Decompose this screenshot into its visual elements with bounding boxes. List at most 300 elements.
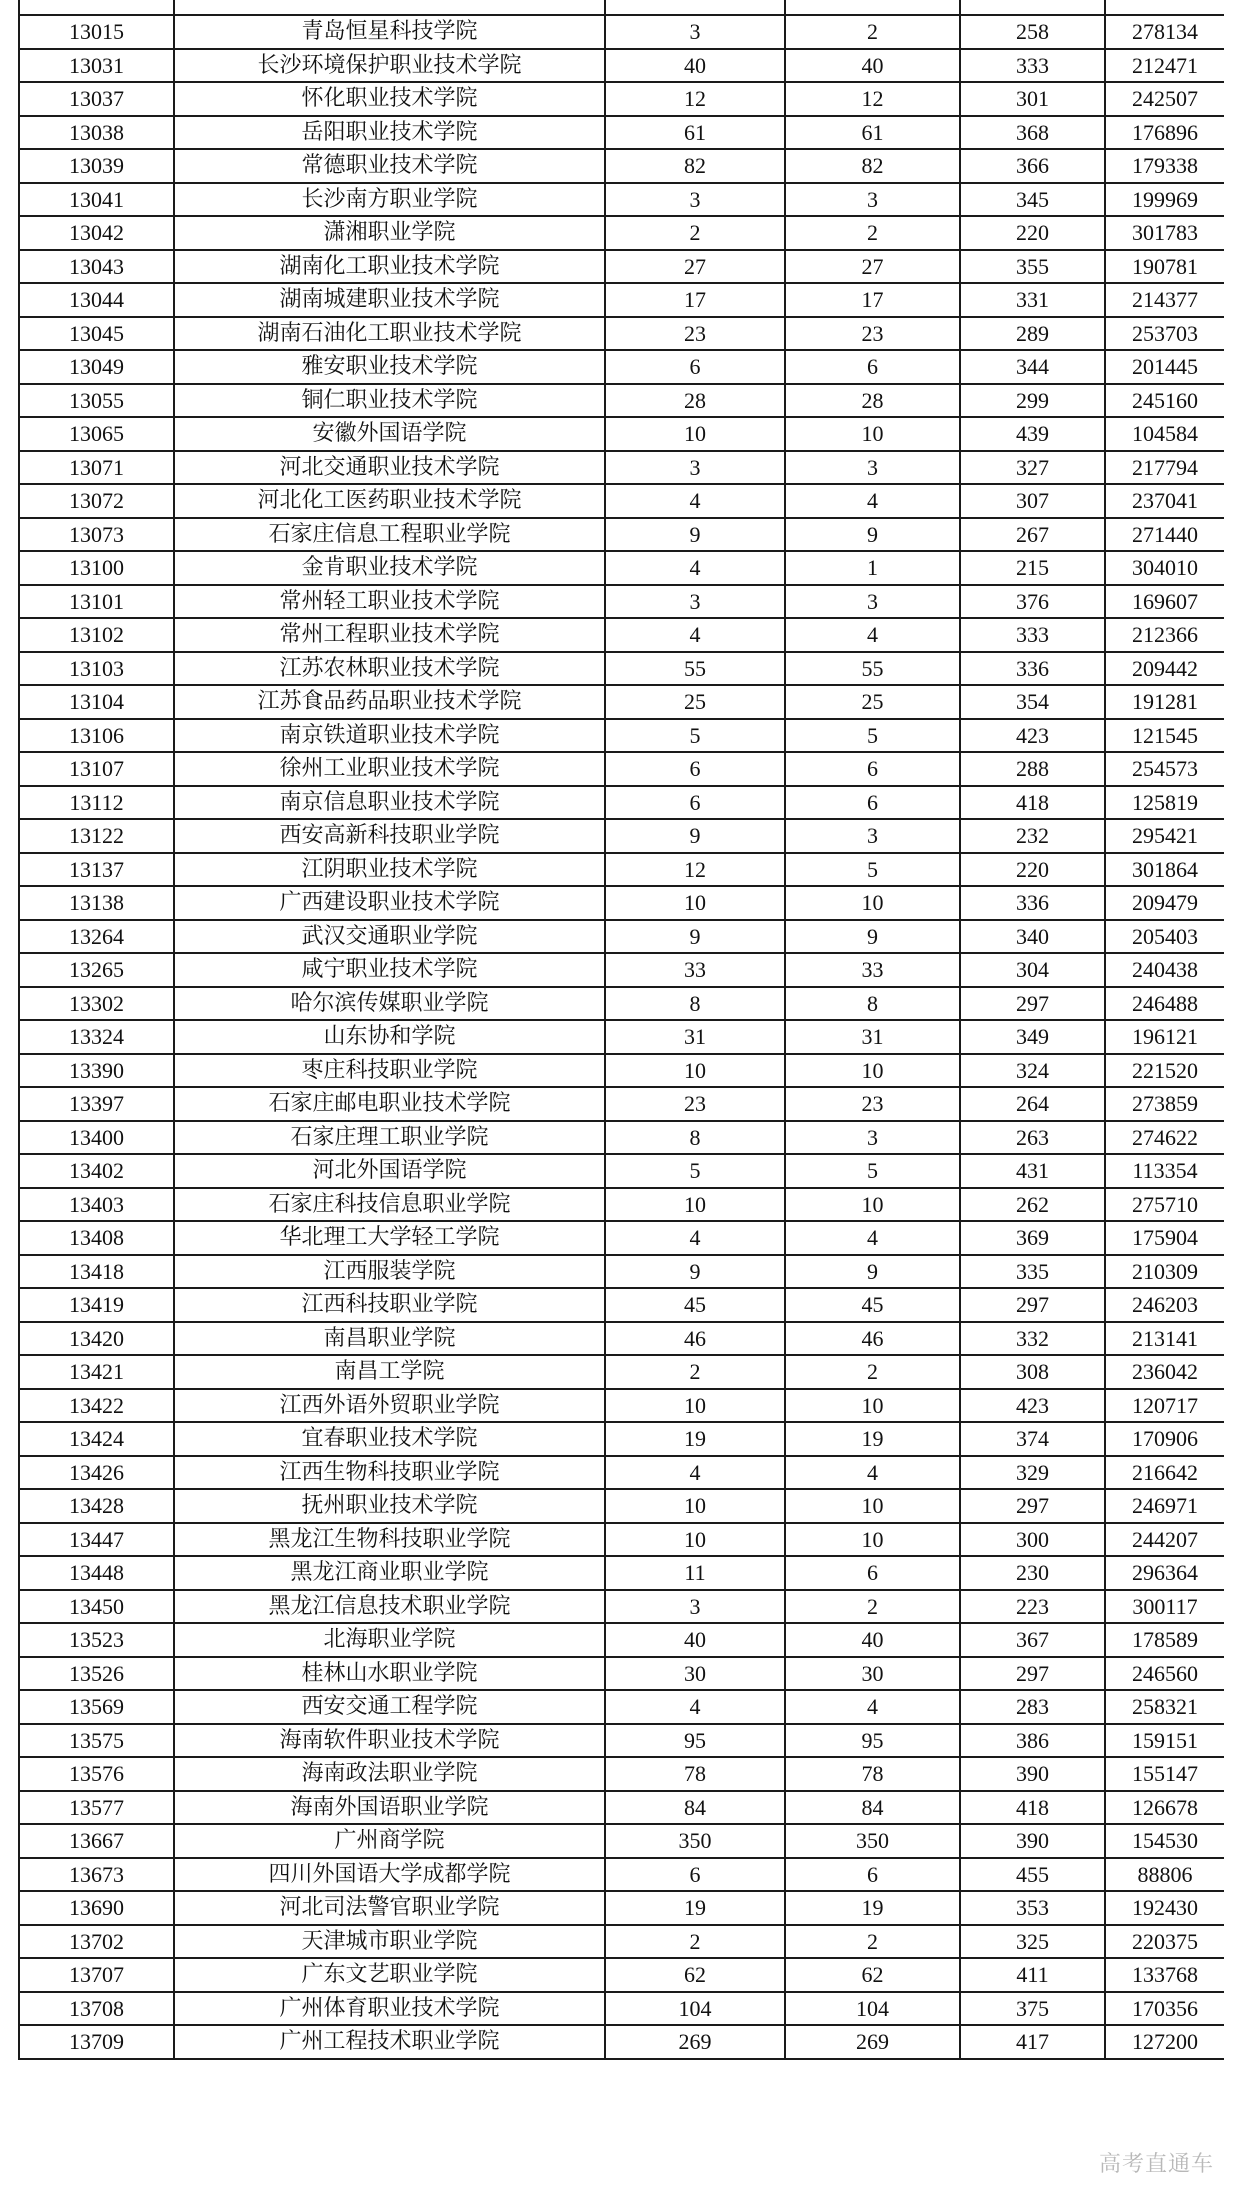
min-rank-cell: 246971 bbox=[1105, 1489, 1224, 1523]
enrolled-count-cell: 2 bbox=[785, 1355, 960, 1389]
enrolled-count-cell: 4 bbox=[785, 1221, 960, 1255]
plan-count-cell: 30 bbox=[605, 1657, 785, 1691]
plan-count-cell: 9 bbox=[605, 920, 785, 954]
enrolled-count-cell: 78 bbox=[785, 1757, 960, 1791]
table-row bbox=[19, 49, 1224, 83]
school-name-cell: 广州体育职业技术学院 bbox=[174, 1992, 605, 2026]
school-code-cell: 13264 bbox=[19, 920, 174, 954]
min-rank-cell: 253703 bbox=[1105, 317, 1224, 351]
school-code-cell: 13397 bbox=[19, 1087, 174, 1121]
plan-count-cell: 4 bbox=[605, 1456, 785, 1490]
enrolled-count-cell: 104 bbox=[785, 1992, 960, 2026]
school-code-cell: 13707 bbox=[19, 1958, 174, 1992]
plan-count-cell: 10 bbox=[605, 1523, 785, 1557]
plan-count-cell: 12 bbox=[605, 853, 785, 887]
school-name-cell: 西安交通工程学院 bbox=[174, 1690, 605, 1724]
min-score-cell: 301 bbox=[960, 82, 1105, 116]
enrolled-count-cell: 2 bbox=[785, 1590, 960, 1624]
school-name-cell: 河北化工医药职业技术学院 bbox=[174, 484, 605, 518]
school-name-cell: 枣庄科技职业学院 bbox=[174, 1054, 605, 1088]
plan-count-cell: 10 bbox=[605, 886, 785, 920]
min-score-cell: 300 bbox=[960, 1523, 1105, 1557]
school-name-cell: 山东协和学院 bbox=[174, 1020, 605, 1054]
table-row bbox=[19, 719, 1224, 753]
school-code-cell: 13690 bbox=[19, 1891, 174, 1925]
min-score-cell: 331 bbox=[960, 283, 1105, 317]
enrolled-count-cell: 27 bbox=[785, 250, 960, 284]
plan-count-cell: 95 bbox=[605, 1724, 785, 1758]
school-code-cell: 13101 bbox=[19, 585, 174, 619]
school-name-cell: 常州工程职业技术学院 bbox=[174, 618, 605, 652]
table-row bbox=[19, 1657, 1224, 1691]
min-rank-cell: 190781 bbox=[1105, 250, 1224, 284]
enrolled-count-cell: 10 bbox=[785, 1489, 960, 1523]
school-name-cell: 常州轻工职业技术学院 bbox=[174, 585, 605, 619]
table-row bbox=[19, 1556, 1224, 1590]
table-row bbox=[19, 987, 1224, 1021]
plan-count-cell: 9 bbox=[605, 819, 785, 853]
table-row bbox=[19, 1322, 1224, 1356]
min-rank-cell: 245160 bbox=[1105, 384, 1224, 418]
school-code-cell: 13403 bbox=[19, 1188, 174, 1222]
table-row bbox=[19, 283, 1224, 317]
table-row bbox=[19, 484, 1224, 518]
table-row bbox=[19, 1288, 1224, 1322]
plan-count-cell: 19 bbox=[605, 1891, 785, 1925]
min-rank-cell: 196121 bbox=[1105, 1020, 1224, 1054]
plan-count-cell: 3 bbox=[605, 585, 785, 619]
plan-count-cell: 46 bbox=[605, 1322, 785, 1356]
enrolled-count-cell: 10 bbox=[785, 1188, 960, 1222]
school-name-cell: 哈尔滨传媒职业学院 bbox=[174, 987, 605, 1021]
min-score-cell: 324 bbox=[960, 1054, 1105, 1088]
min-rank-cell: 210309 bbox=[1105, 1255, 1224, 1289]
enrolled-count-cell: 6 bbox=[785, 752, 960, 786]
enrolled-count-cell: 95 bbox=[785, 1724, 960, 1758]
school-name-cell: 江西科技职业学院 bbox=[174, 1288, 605, 1322]
school-code-cell: 13426 bbox=[19, 1456, 174, 1490]
plan-count-cell: 61 bbox=[605, 116, 785, 150]
school-code-cell: 13575 bbox=[19, 1724, 174, 1758]
plan-count-cell: 5 bbox=[605, 719, 785, 753]
min-score-cell: 327 bbox=[960, 451, 1105, 485]
school-name-cell: 河北司法警官职业学院 bbox=[174, 1891, 605, 1925]
min-rank-cell: 214377 bbox=[1105, 283, 1224, 317]
school-name-cell: 长沙环境保护职业技术学院 bbox=[174, 49, 605, 83]
plan-count-cell: 12 bbox=[605, 82, 785, 116]
min-score-cell: 307 bbox=[960, 484, 1105, 518]
school-code-cell: 13419 bbox=[19, 1288, 174, 1322]
plan-count-cell: 84 bbox=[605, 1791, 785, 1825]
min-rank-cell: 275710 bbox=[1105, 1188, 1224, 1222]
plan-count-cell: 23 bbox=[605, 317, 785, 351]
school-code-cell: 13122 bbox=[19, 819, 174, 853]
min-rank-cell: 126678 bbox=[1105, 1791, 1224, 1825]
school-name-cell: 湖南化工职业技术学院 bbox=[174, 250, 605, 284]
min-score-cell: 439 bbox=[960, 417, 1105, 451]
enrolled-count-cell: 82 bbox=[785, 149, 960, 183]
enrolled-count-cell: 3 bbox=[785, 183, 960, 217]
min-score-cell: 418 bbox=[960, 1791, 1105, 1825]
plan-count-cell: 269 bbox=[605, 2025, 785, 2059]
min-rank-cell: 242507 bbox=[1105, 82, 1224, 116]
table-row bbox=[19, 2025, 1224, 2059]
school-code-cell: 13073 bbox=[19, 518, 174, 552]
enrolled-count-cell: 10 bbox=[785, 1054, 960, 1088]
enrolled-count-cell: 12 bbox=[785, 82, 960, 116]
enrolled-count-cell: 3 bbox=[785, 451, 960, 485]
min-score-cell: 423 bbox=[960, 719, 1105, 753]
min-score-cell: 333 bbox=[960, 49, 1105, 83]
school-name-cell: 黑龙江商业职业学院 bbox=[174, 1556, 605, 1590]
plan-count-cell: 8 bbox=[605, 987, 785, 1021]
min-score-cell: 390 bbox=[960, 1757, 1105, 1791]
min-rank-cell: 175904 bbox=[1105, 1221, 1224, 1255]
school-code-cell: 13107 bbox=[19, 752, 174, 786]
school-code-cell: 13015 bbox=[19, 15, 174, 49]
table-row bbox=[19, 1858, 1224, 1892]
min-rank-cell: 199969 bbox=[1105, 183, 1224, 217]
min-score-cell: 335 bbox=[960, 1255, 1105, 1289]
plan-count-cell: 9 bbox=[605, 1255, 785, 1289]
min-rank-cell: 127200 bbox=[1105, 2025, 1224, 2059]
school-code-cell: 13400 bbox=[19, 1121, 174, 1155]
table-row bbox=[19, 1690, 1224, 1724]
plan-count-cell: 25 bbox=[605, 685, 785, 719]
school-name-cell: 江苏农林职业技术学院 bbox=[174, 652, 605, 686]
min-score-cell: 325 bbox=[960, 1925, 1105, 1959]
table-row bbox=[19, 1791, 1224, 1825]
min-rank-cell: 246488 bbox=[1105, 987, 1224, 1021]
min-score-cell: 455 bbox=[960, 1858, 1105, 1892]
min-rank-cell: 301783 bbox=[1105, 216, 1224, 250]
school-code-cell: 13041 bbox=[19, 183, 174, 217]
min-score-cell: 368 bbox=[960, 116, 1105, 150]
enrolled-count-cell: 40 bbox=[785, 49, 960, 83]
min-score-cell: 336 bbox=[960, 652, 1105, 686]
school-name-cell: 青岛恒星科技学院 bbox=[174, 15, 605, 49]
table-row bbox=[19, 1389, 1224, 1423]
min-rank-cell: 271440 bbox=[1105, 518, 1224, 552]
plan-count-cell: 40 bbox=[605, 49, 785, 83]
enrolled-count-cell: 9 bbox=[785, 1255, 960, 1289]
plan-count-cell: 10 bbox=[605, 417, 785, 451]
table-row bbox=[19, 551, 1224, 585]
enrolled-count-cell: 4 bbox=[785, 618, 960, 652]
table-row bbox=[19, 149, 1224, 183]
watermark-text: 高考直通车 bbox=[1098, 2152, 1214, 2177]
plan-count-cell: 45 bbox=[605, 1288, 785, 1322]
school-code-cell: 13420 bbox=[19, 1322, 174, 1356]
min-score-cell: 423 bbox=[960, 1389, 1105, 1423]
table-row bbox=[19, 82, 1224, 116]
min-rank-cell: 125819 bbox=[1105, 786, 1224, 820]
enrolled-count-cell: 3 bbox=[785, 585, 960, 619]
min-score-cell: 344 bbox=[960, 350, 1105, 384]
min-score-cell: 353 bbox=[960, 1891, 1105, 1925]
school-name-cell: 北海职业学院 bbox=[174, 1623, 605, 1657]
school-name-cell: 徐州工业职业技术学院 bbox=[174, 752, 605, 786]
school-name-cell: 金肯职业技术学院 bbox=[174, 551, 605, 585]
school-code-cell: 13422 bbox=[19, 1389, 174, 1423]
plan-count-cell: 104 bbox=[605, 1992, 785, 2026]
school-code-cell: 13709 bbox=[19, 2025, 174, 2059]
min-score-cell: 329 bbox=[960, 1456, 1105, 1490]
plan-count-cell: 6 bbox=[605, 350, 785, 384]
school-name-cell: 江西服装学院 bbox=[174, 1255, 605, 1289]
plan-count-cell: 62 bbox=[605, 1958, 785, 1992]
school-name-cell: 河北交通职业技术学院 bbox=[174, 451, 605, 485]
school-code-cell: 13031 bbox=[19, 49, 174, 83]
school-name-cell: 黑龙江生物科技职业学院 bbox=[174, 1523, 605, 1557]
enrolled-count-cell: 55 bbox=[785, 652, 960, 686]
min-rank-cell: 120717 bbox=[1105, 1389, 1224, 1423]
plan-count-cell: 27 bbox=[605, 250, 785, 284]
enrolled-count-cell: 31 bbox=[785, 1020, 960, 1054]
plan-count-cell: 3 bbox=[605, 15, 785, 49]
table-row bbox=[19, 819, 1224, 853]
min-rank-cell: 104584 bbox=[1105, 417, 1224, 451]
min-score-cell: 386 bbox=[960, 1724, 1105, 1758]
school-code-cell: 13708 bbox=[19, 1992, 174, 2026]
school-name-cell: 南昌职业学院 bbox=[174, 1322, 605, 1356]
school-name-cell: 江阴职业技术学院 bbox=[174, 853, 605, 887]
min-score-cell: 232 bbox=[960, 819, 1105, 853]
min-rank-cell: 113354 bbox=[1105, 1154, 1224, 1188]
school-code-cell: 13302 bbox=[19, 987, 174, 1021]
plan-count-cell: 11 bbox=[605, 1556, 785, 1590]
school-code-cell: 13042 bbox=[19, 216, 174, 250]
min-score-cell: 374 bbox=[960, 1422, 1105, 1456]
min-rank-cell: 217794 bbox=[1105, 451, 1224, 485]
min-score-cell: 308 bbox=[960, 1355, 1105, 1389]
plan-count-cell: 3 bbox=[605, 1590, 785, 1624]
table-row bbox=[19, 1623, 1224, 1657]
table-row bbox=[19, 1523, 1224, 1557]
school-name-cell: 西安高新科技职业学院 bbox=[174, 819, 605, 853]
school-code-cell: 13447 bbox=[19, 1523, 174, 1557]
school-name-cell: 安徽外国语学院 bbox=[174, 417, 605, 451]
plan-count-cell: 2 bbox=[605, 216, 785, 250]
school-name-cell: 广东文艺职业学院 bbox=[174, 1958, 605, 1992]
enrolled-count-cell: 46 bbox=[785, 1322, 960, 1356]
min-rank-cell: 296364 bbox=[1105, 1556, 1224, 1590]
enrolled-count-cell: 25 bbox=[785, 685, 960, 719]
min-rank-cell: 88806 bbox=[1105, 1858, 1224, 1892]
min-rank-cell: 169607 bbox=[1105, 585, 1224, 619]
school-code-cell: 13071 bbox=[19, 451, 174, 485]
min-rank-cell: 246203 bbox=[1105, 1288, 1224, 1322]
table-row bbox=[19, 1121, 1224, 1155]
table-row bbox=[19, 786, 1224, 820]
plan-count-cell: 3 bbox=[605, 183, 785, 217]
min-rank-cell: 278134 bbox=[1105, 15, 1224, 49]
school-code-cell: 13418 bbox=[19, 1255, 174, 1289]
min-score-cell: 333 bbox=[960, 618, 1105, 652]
table-row bbox=[19, 1422, 1224, 1456]
min-score-cell: 354 bbox=[960, 685, 1105, 719]
plan-count-cell: 6 bbox=[605, 786, 785, 820]
min-rank-cell: 176896 bbox=[1105, 116, 1224, 150]
school-code-cell: 13577 bbox=[19, 1791, 174, 1825]
plan-count-cell: 4 bbox=[605, 1221, 785, 1255]
min-score-cell: 223 bbox=[960, 1590, 1105, 1624]
school-code-cell: 13104 bbox=[19, 685, 174, 719]
min-score-cell: 367 bbox=[960, 1623, 1105, 1657]
enrolled-count-cell: 28 bbox=[785, 384, 960, 418]
school-name-cell: 广西建设职业技术学院 bbox=[174, 886, 605, 920]
table-row bbox=[19, 518, 1224, 552]
plan-count-cell: 3 bbox=[605, 451, 785, 485]
table-row bbox=[19, 1489, 1224, 1523]
school-code-cell: 13390 bbox=[19, 1054, 174, 1088]
school-name-cell: 石家庄理工职业学院 bbox=[174, 1121, 605, 1155]
table-row bbox=[19, 417, 1224, 451]
enrolled-count-cell: 10 bbox=[785, 1389, 960, 1423]
school-code-cell: 13045 bbox=[19, 317, 174, 351]
school-code-cell: 13038 bbox=[19, 116, 174, 150]
enrolled-count-cell: 10 bbox=[785, 1523, 960, 1557]
plan-count-cell: 10 bbox=[605, 1489, 785, 1523]
min-score-cell: 418 bbox=[960, 786, 1105, 820]
enrolled-count-cell: 6 bbox=[785, 1556, 960, 1590]
min-rank-cell: 178589 bbox=[1105, 1623, 1224, 1657]
school-code-cell: 13428 bbox=[19, 1489, 174, 1523]
table-row bbox=[19, 1221, 1224, 1255]
min-rank-cell: 236042 bbox=[1105, 1355, 1224, 1389]
admissions-table bbox=[18, 0, 1224, 2060]
plan-count-cell: 17 bbox=[605, 283, 785, 317]
school-name-cell: 华北理工大学轻工学院 bbox=[174, 1221, 605, 1255]
school-name-cell: 广州工程技术职业学院 bbox=[174, 2025, 605, 2059]
plan-count-cell: 9 bbox=[605, 518, 785, 552]
school-name-cell: 江西外语外贸职业学院 bbox=[174, 1389, 605, 1423]
table-row-cut-top bbox=[19, 0, 1224, 15]
plan-count-cell: 4 bbox=[605, 618, 785, 652]
min-rank-cell: 154530 bbox=[1105, 1824, 1224, 1858]
enrolled-count-cell: 269 bbox=[785, 2025, 960, 2059]
table-row bbox=[19, 585, 1224, 619]
school-name-cell: 咸宁职业技术学院 bbox=[174, 953, 605, 987]
school-code-cell: 13072 bbox=[19, 484, 174, 518]
school-name-cell: 岳阳职业技术学院 bbox=[174, 116, 605, 150]
school-code-cell: 13055 bbox=[19, 384, 174, 418]
min-score-cell: 297 bbox=[960, 1489, 1105, 1523]
enrolled-count-cell: 45 bbox=[785, 1288, 960, 1322]
enrolled-count-cell: 4 bbox=[785, 484, 960, 518]
table-row bbox=[19, 1087, 1224, 1121]
min-rank-cell: 273859 bbox=[1105, 1087, 1224, 1121]
min-score-cell: 369 bbox=[960, 1221, 1105, 1255]
table-row bbox=[19, 1824, 1224, 1858]
school-code-cell: 13043 bbox=[19, 250, 174, 284]
school-code-cell: 13106 bbox=[19, 719, 174, 753]
table-row bbox=[19, 1992, 1224, 2026]
school-name-cell: 南昌工学院 bbox=[174, 1355, 605, 1389]
enrolled-count-cell: 62 bbox=[785, 1958, 960, 1992]
school-code-cell: 13450 bbox=[19, 1590, 174, 1624]
min-score-cell: 267 bbox=[960, 518, 1105, 552]
school-name-cell: 宜春职业技术学院 bbox=[174, 1422, 605, 1456]
school-name-cell: 武汉交通职业学院 bbox=[174, 920, 605, 954]
table-row bbox=[19, 183, 1224, 217]
min-rank-cell: 246560 bbox=[1105, 1657, 1224, 1691]
school-code-cell: 13448 bbox=[19, 1556, 174, 1590]
school-name-cell: 四川外国语大学成都学院 bbox=[174, 1858, 605, 1892]
school-name-cell: 广州商学院 bbox=[174, 1824, 605, 1858]
table-row bbox=[19, 685, 1224, 719]
min-rank-cell: 244207 bbox=[1105, 1523, 1224, 1557]
table-row bbox=[19, 652, 1224, 686]
school-name-cell: 湖南石油化工职业技术学院 bbox=[174, 317, 605, 351]
min-rank-cell: 201445 bbox=[1105, 350, 1224, 384]
min-score-cell: 258 bbox=[960, 15, 1105, 49]
enrolled-count-cell: 17 bbox=[785, 283, 960, 317]
enrolled-count-cell: 5 bbox=[785, 719, 960, 753]
enrolled-count-cell: 19 bbox=[785, 1422, 960, 1456]
enrolled-count-cell: 10 bbox=[785, 886, 960, 920]
min-rank-cell: 192430 bbox=[1105, 1891, 1224, 1925]
enrolled-count-cell: 19 bbox=[785, 1891, 960, 1925]
plan-count-cell: 10 bbox=[605, 1054, 785, 1088]
school-code-cell: 13576 bbox=[19, 1757, 174, 1791]
table-row bbox=[19, 618, 1224, 652]
min-score-cell: 288 bbox=[960, 752, 1105, 786]
plan-count-cell: 19 bbox=[605, 1422, 785, 1456]
score-table-sheet bbox=[18, 0, 1224, 2208]
school-name-cell: 海南外国语职业学院 bbox=[174, 1791, 605, 1825]
plan-count-cell: 6 bbox=[605, 752, 785, 786]
min-score-cell: 263 bbox=[960, 1121, 1105, 1155]
min-score-cell: 220 bbox=[960, 216, 1105, 250]
enrolled-count-cell: 5 bbox=[785, 853, 960, 887]
min-score-cell: 355 bbox=[960, 250, 1105, 284]
min-score-cell: 220 bbox=[960, 853, 1105, 887]
table-row bbox=[19, 1456, 1224, 1490]
min-rank-cell: 209479 bbox=[1105, 886, 1224, 920]
table-row bbox=[19, 1590, 1224, 1624]
table-row bbox=[19, 250, 1224, 284]
min-score-cell: 297 bbox=[960, 1657, 1105, 1691]
min-score-cell: 340 bbox=[960, 920, 1105, 954]
plan-count-cell: 55 bbox=[605, 652, 785, 686]
plan-count-cell: 23 bbox=[605, 1087, 785, 1121]
table-row bbox=[19, 116, 1224, 150]
plan-count-cell: 5 bbox=[605, 1154, 785, 1188]
enrolled-count-cell: 8 bbox=[785, 987, 960, 1021]
table-row bbox=[19, 886, 1224, 920]
table-row bbox=[19, 1255, 1224, 1289]
plan-count-cell: 6 bbox=[605, 1858, 785, 1892]
school-code-cell: 13039 bbox=[19, 149, 174, 183]
enrolled-count-cell: 9 bbox=[785, 920, 960, 954]
school-name-cell: 湖南城建职业技术学院 bbox=[174, 283, 605, 317]
min-rank-cell: 212366 bbox=[1105, 618, 1224, 652]
table-row bbox=[19, 1054, 1224, 1088]
plan-count-cell: 4 bbox=[605, 551, 785, 585]
table-row bbox=[19, 1925, 1224, 1959]
min-score-cell: 366 bbox=[960, 149, 1105, 183]
school-code-cell: 13324 bbox=[19, 1020, 174, 1054]
school-name-cell: 天津城市职业学院 bbox=[174, 1925, 605, 1959]
enrolled-count-cell: 4 bbox=[785, 1690, 960, 1724]
table-row bbox=[19, 317, 1224, 351]
min-rank-cell: 209442 bbox=[1105, 652, 1224, 686]
table-row bbox=[19, 1757, 1224, 1791]
school-code-cell: 13526 bbox=[19, 1657, 174, 1691]
school-name-cell: 石家庄信息工程职业学院 bbox=[174, 518, 605, 552]
min-rank-cell: 216642 bbox=[1105, 1456, 1224, 1490]
